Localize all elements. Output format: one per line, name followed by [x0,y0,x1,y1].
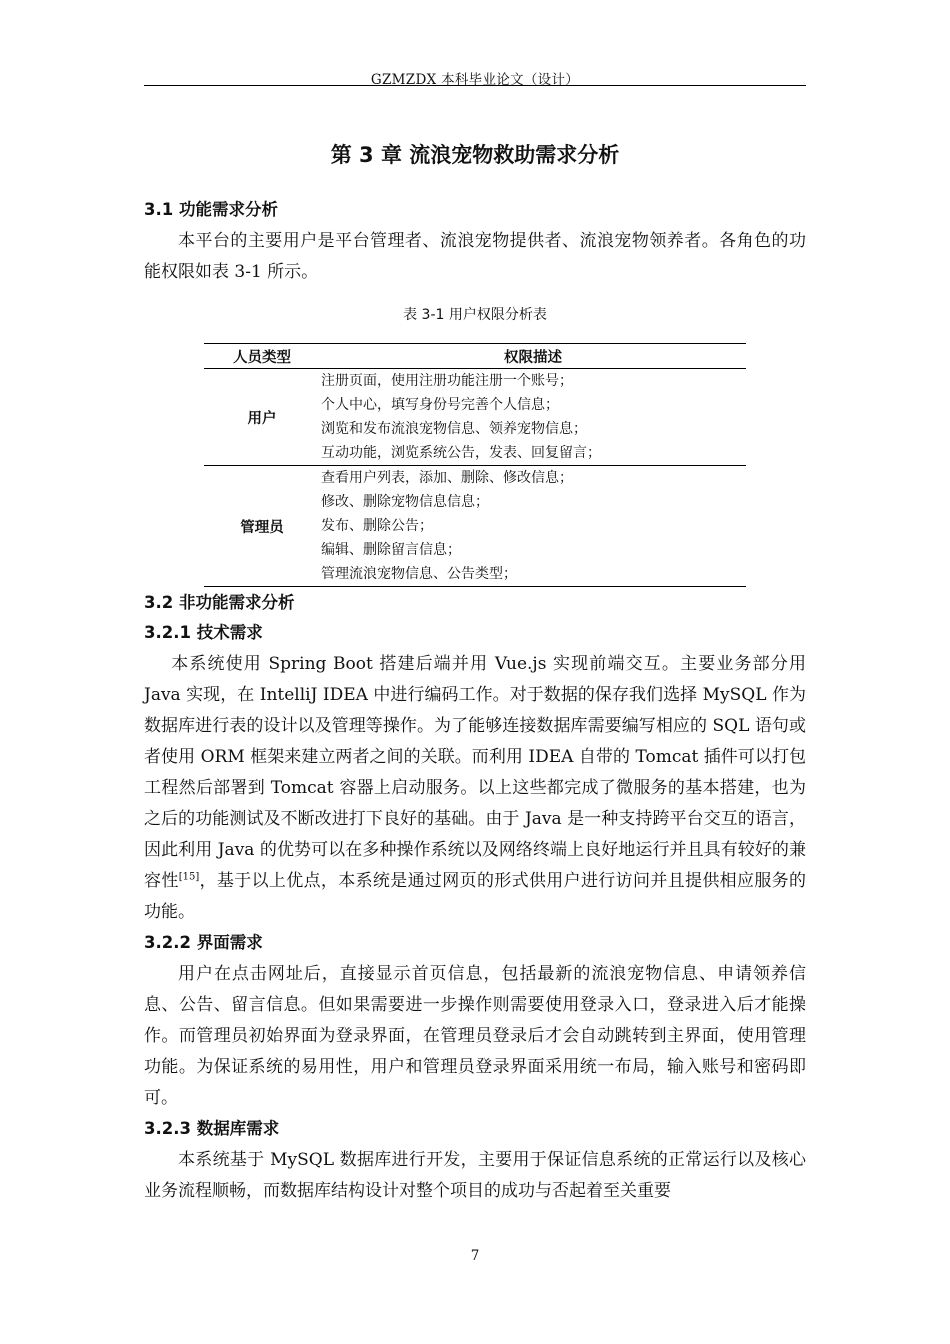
permission-item: 浏览和发布流浪宠物信息、领养宠物信息； [321,421,587,437]
permission-item: 编辑、删除留言信息； [321,542,461,558]
paragraph-text: ，基于以上优点，本系统是通过网页的形式供用户进行访问并且提供相应服务的功能。 [144,871,807,922]
permission-item: 互动功能，浏览系统公告，发表、回复留言； [321,445,601,461]
permission-list-admin [320,466,746,587]
section-heading-3-1: 3.1 功能需求分析 [144,200,278,219]
permission-item: 查看用户列表，添加、删除、修改信息； [321,470,573,486]
role-cell-user: 用户 [204,369,320,466]
citation-ref: [15] [178,871,200,883]
section-heading-3-2: 3.2 非功能需求分析 [144,593,295,612]
page-number: 7 [470,1248,480,1264]
section-3-2-1-paragraph [144,649,806,928]
section-heading-3-2-1: 3.2.1 技术需求 [144,623,263,642]
column-header-role: 人员类型 [204,344,320,369]
table-header-row [204,344,746,369]
table-row [204,369,746,466]
role-cell-admin: 管理员 [204,466,320,587]
chapter-title: 第 3 章 流浪宠物救助需求分析 [330,143,620,167]
permission-item: 修改、删除宠物信息信息； [321,494,489,510]
permission-item: 管理流浪宠物信息、公告类型； [321,566,517,582]
permission-item: 注册页面，使用注册功能注册一个账号； [321,373,573,389]
section-3-1-paragraph: 本平台的主要用户是平台管理者、流浪宠物提供者、流浪宠物领养者。各角色的功能权限如表 3-1 所示。 [144,231,806,282]
table-caption: 表 3-1 用户权限分析表 [403,307,547,323]
column-header-permissions: 权限描述 [320,344,746,369]
section-3-2-3-paragraph: 本系统基于 MySQL 数据库进行开发，主要用于保证信息系统的正常运行以及核心业务流程顺畅，而数据库结构设计对整个项目的成功与否起着至关重要 [144,1150,806,1201]
paragraph-text: 本系统使用 Spring Boot 搭建后端并用 Vue.js 实现前端交互。主要业务部分用 Java 实现，在 IntelliJ IDEA 中进行编码工作。对于数据的保存我们选择 MySQL 作为数据库进行表的设计以及管理等操作。为了能够连接数据库需要编写相应的 SQL 语句或者使用 ORM 框架来建立两者之间的关联。而利用 IDEA 自带的 Tomcat 插件可以打包工程然后部署到 Tomcat 容器上启动服务。以上这些都完成了微服务的基本搭建，也为之后的功能测试及不断改进打下良好的基础。由于 Java 是一种支持跨平台交互的语言，因此利用 Java 的优势可以在多种操作系统以及网络终端上良好地运行并且具有较好的兼容性 [144,654,806,891]
permissions-table [204,343,746,587]
section-3-2-2-paragraph: 用户在点击网址后，直接显示首页信息，包括最新的流浪宠物信息、申请领养信息、公告、留言信息。但如果需要进一步操作则需要使用登录入口，登录进入后才能操作。而管理员初始界面为登录界面，在管理员登录后才会自动跳转到主界面，使用管理功能。为保证系统的易用性，用户和管理员登录界面采用统一布局，输入账号和密码即可。 [144,964,806,1108]
section-heading-3-2-3: 3.2.3 数据库需求 [144,1119,280,1138]
header-rule [144,85,806,86]
section-heading-3-2-2: 3.2.2 界面需求 [144,933,263,952]
running-header: GZMZDX 本科毕业论文（设计） [370,72,580,88]
permission-item: 个人中心，填写身份号完善个人信息； [321,397,559,413]
permission-list-user [320,369,746,466]
table-row [204,466,746,587]
permission-item: 发布、删除公告； [321,518,433,534]
